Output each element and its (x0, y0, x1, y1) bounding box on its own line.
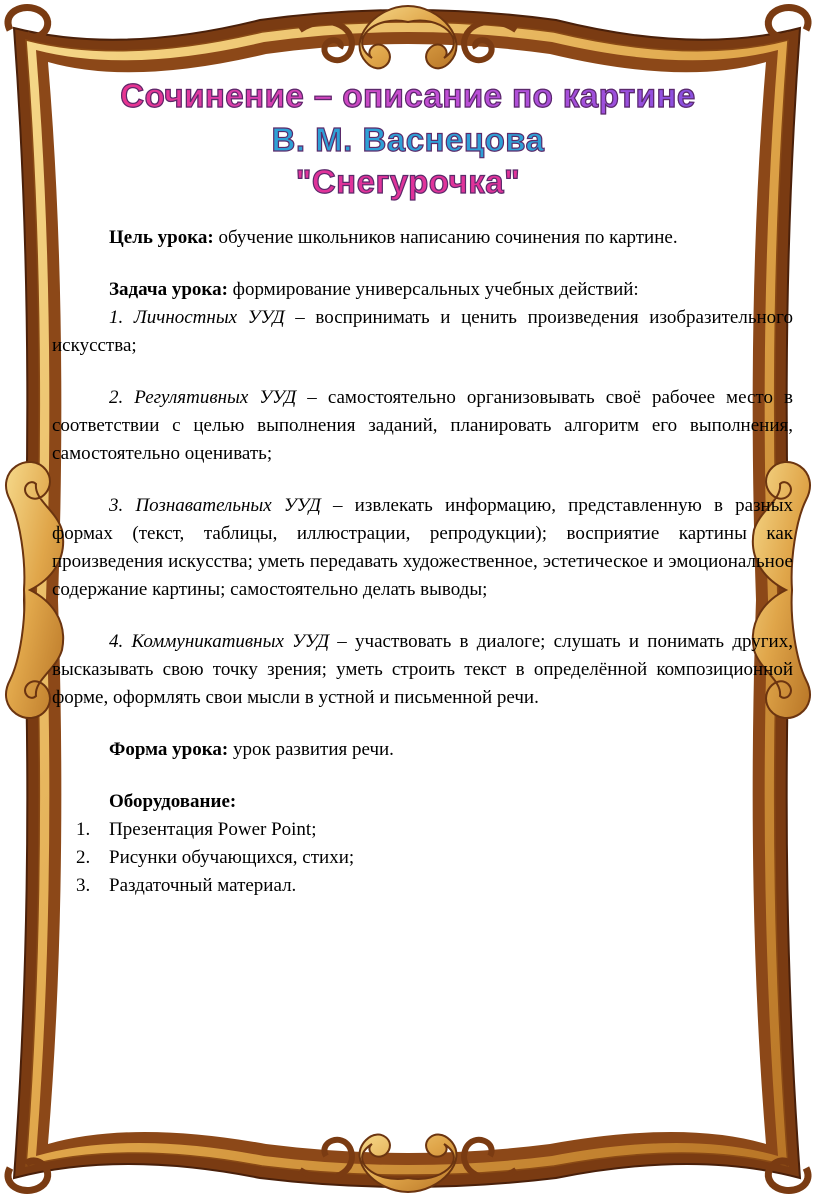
uud-personal (52, 304, 793, 360)
lesson-plan-body (52, 224, 793, 900)
uud-label: 1. Личностных УУД (109, 307, 285, 328)
goal-text: обучение школьников написанию сочинения по картине. (213, 227, 678, 248)
task-paragraph (52, 276, 793, 304)
title-line-2: В. М. Васнецова (271, 121, 545, 158)
goal-paragraph (52, 224, 793, 252)
task-text: формирование универсальных учебных действий: (227, 279, 639, 300)
uud-label: 3. Познавательных УУД (109, 495, 321, 516)
goal-label: Цель урока: (109, 227, 214, 248)
list-item: 2. Рисунки обучающихся, стихи; (76, 847, 355, 868)
equipment-list (52, 816, 793, 900)
uud-communicative (52, 628, 793, 712)
uud-text: – участвовать в диалоге; слушать и понимать других, высказывать свою точку зрения; уметь строить текст в определённой композиционной форме, оформлять свои мысли в устной и письменной речи. (52, 631, 793, 708)
form-text: урок развития речи. (228, 739, 394, 760)
form-label: Форма урока: (109, 739, 229, 760)
uud-regulatory (52, 384, 793, 468)
uud-label: 2. Регулятивных УУД (109, 387, 297, 408)
title-line-1: Сочинение – описание по картине (120, 77, 696, 114)
form-paragraph (52, 736, 793, 764)
uud-text: – извлекать информацию, представленную в разных формах (текст, таблицы, иллюстрации, репродукции); восприятие картины как произведения искусства; уметь передавать художественное, эстетическое и эмоциональное содержание картины; самостоятельно делать выводы; (52, 495, 793, 600)
list-item: 3. Раздаточный материал. (76, 875, 297, 896)
list-item: 1. Презентация Power Point; (76, 819, 317, 840)
uud-text: – самостоятельно организовывать своё рабочее место в соответствии с целью выполнения заданий, планировать алгоритм его выполнения, самостоятельно оценивать; (52, 387, 793, 464)
uud-label: 4. Коммуникативных УУД (109, 631, 330, 652)
title-line-3: "Снегурочка" (295, 163, 521, 200)
uud-text: – воспринимать и ценить произведения изобразительного искусства; (52, 307, 794, 356)
uud-cognitive (52, 492, 793, 604)
task-label: Задача урока: (109, 279, 228, 300)
equipment-heading: Оборудование: (109, 791, 237, 812)
